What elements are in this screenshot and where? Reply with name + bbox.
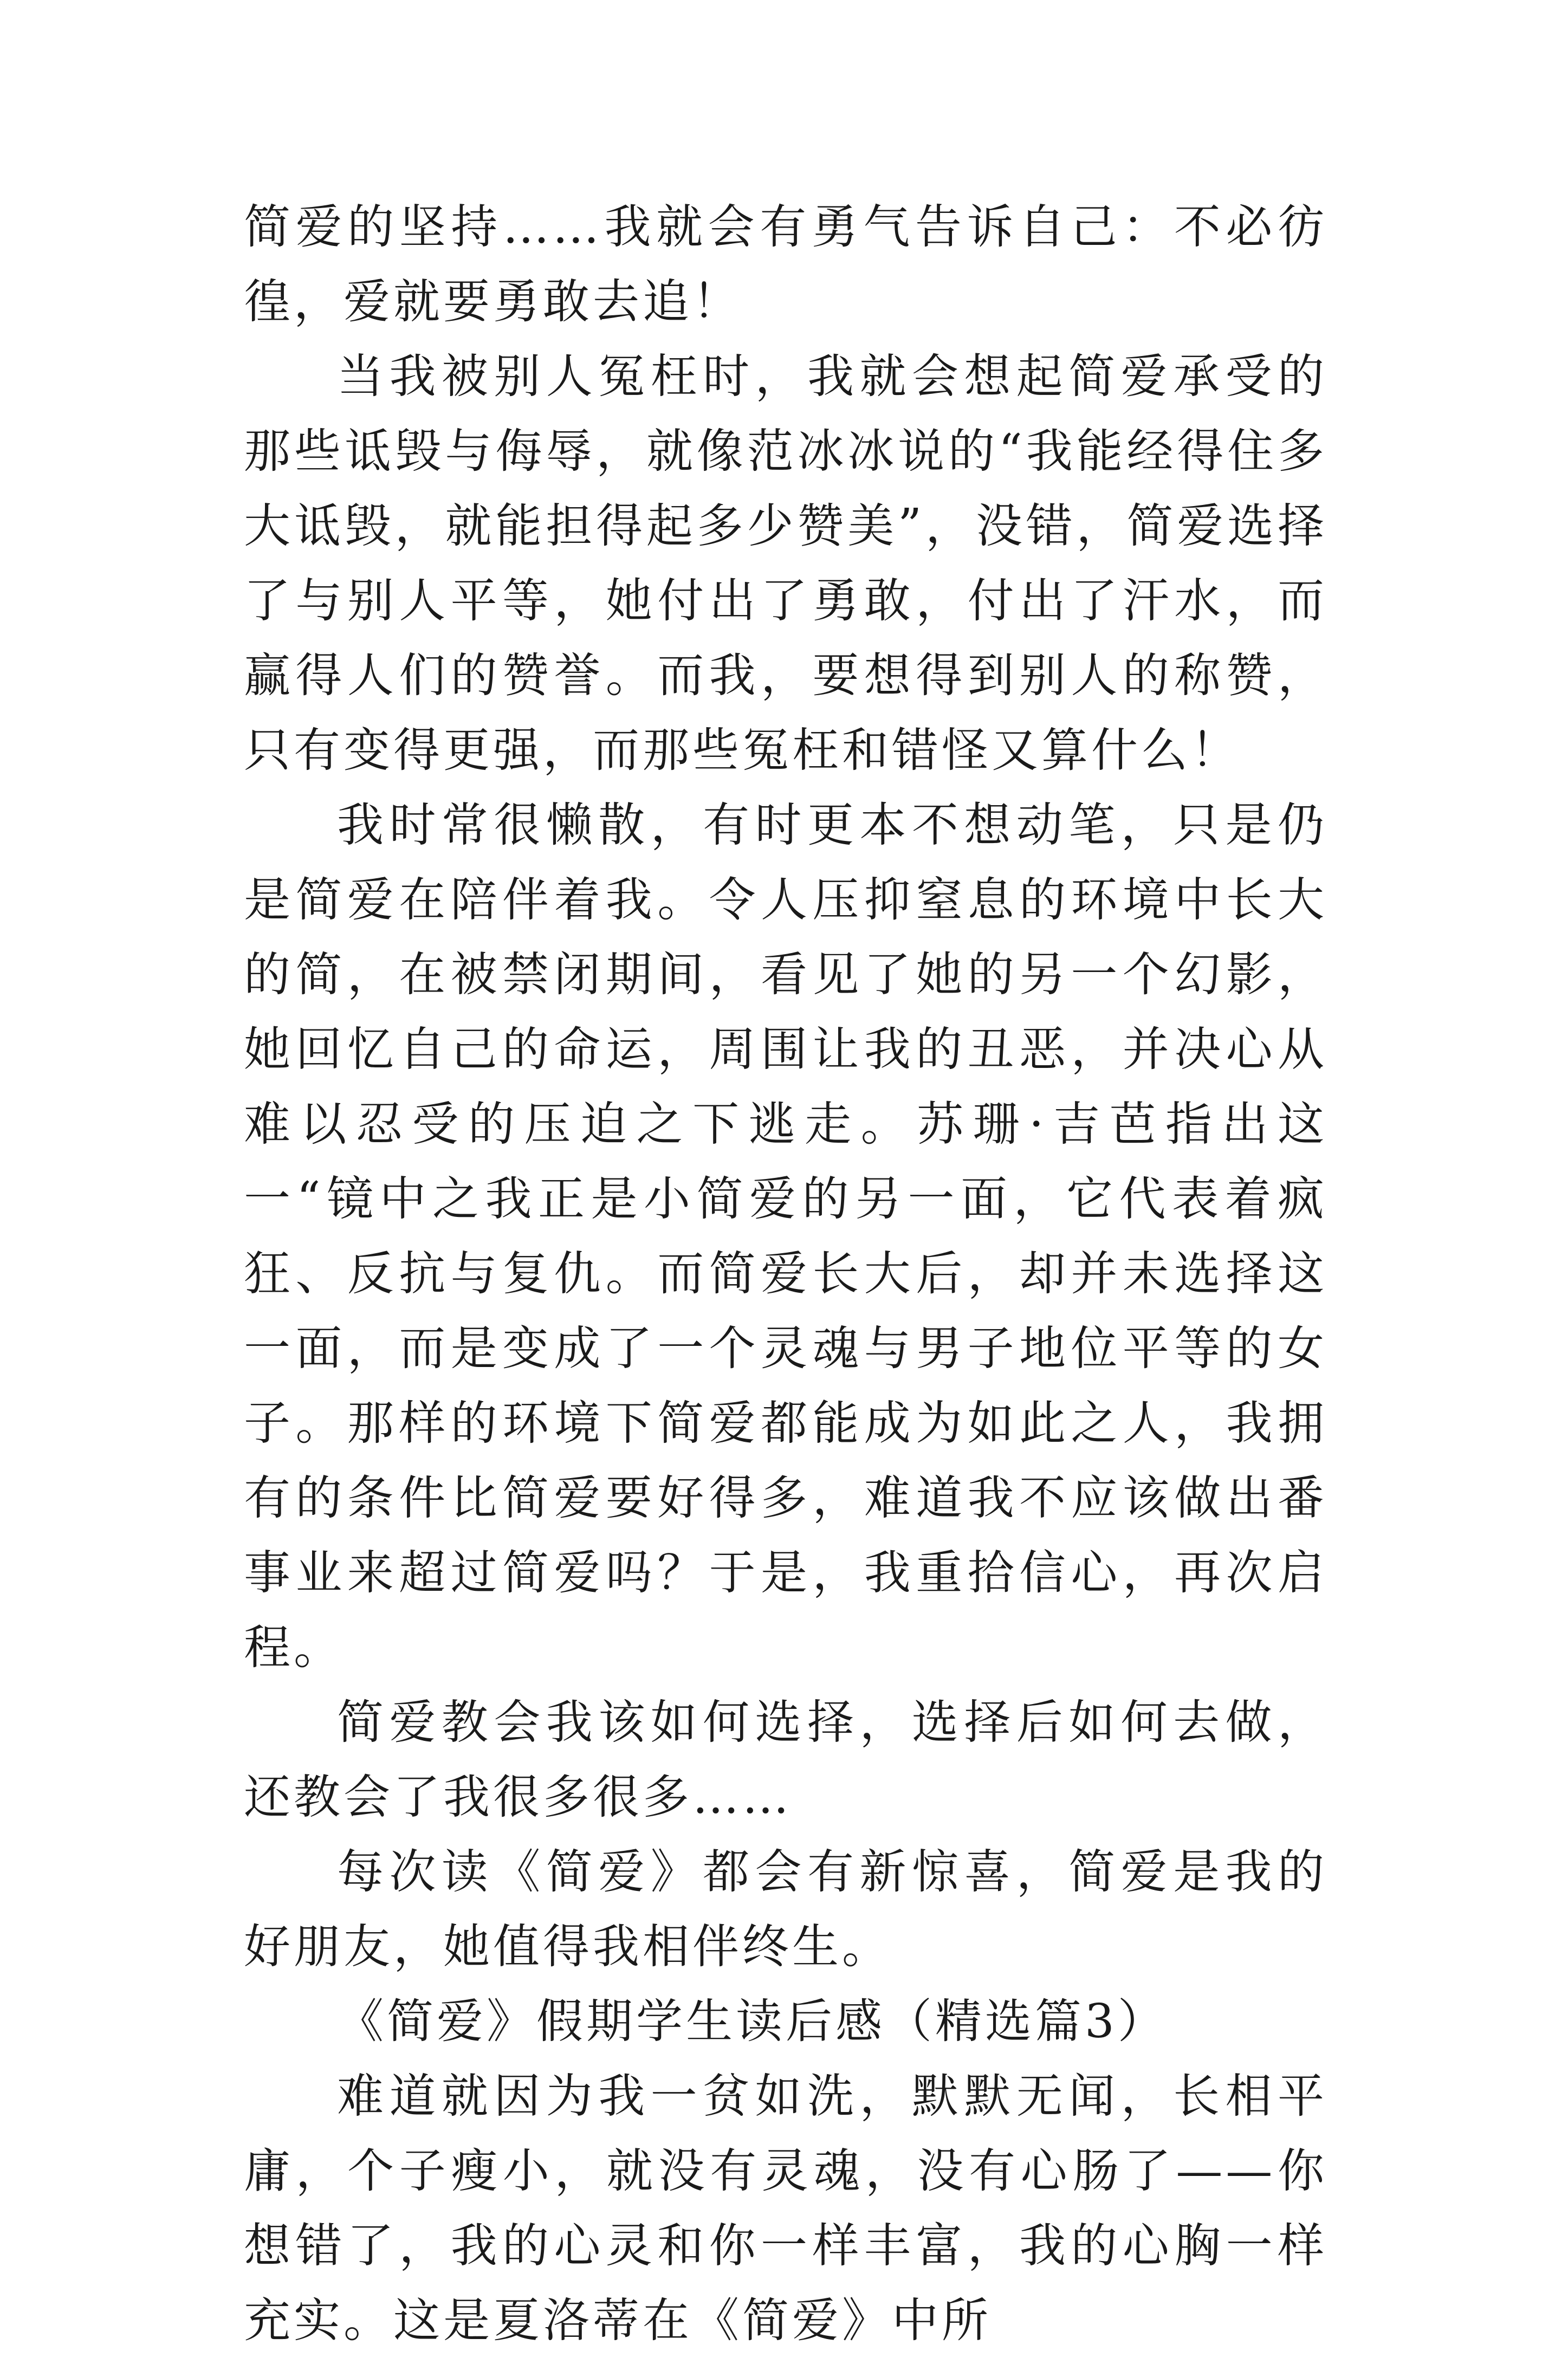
paragraph: 我时常很懒散，有时更本不想动笔，只是仍是简爱在陪伴着我。令人压抑窒息的环境中长大的简，在被禁闭期间，看见了她的另一个幻影，她回忆自己的命运，周围让我的丑恶，并决心从难以忍受的压迫之下逃走。苏珊·吉芭指出这一“镜中之我正是小简爱的另一面，它代表着疯狂、反抗与复仇。而简爱长大后，却并未选择这一面，而是变成了一个灵魂与男子地位平等的女子。那样的环境下简爱都能成为如此之人，我拥有的条件比简爱要好得多，难道我不应该做出番事业来超过简爱吗？于是，我重拾信心，再次启程。: [244, 798, 1327, 1675]
paragraph: 简爱教会我该如何选择，选择后如何去做，还教会了我很多很多……: [244, 1695, 1327, 1824]
paragraph: 每次读《简爱》都会有新惊喜，简爱是我的好朋友，她值得我相伴终生。: [244, 1845, 1327, 1974]
paragraph: 难道就因为我一贫如洗，默默无闻，长相平庸，个子瘦小，就没有灵魂，没有心肠了——你想错了，我的心灵和你一样丰富，我的心胸一样充实。这是夏洛蒂在《简爱》中所: [244, 2069, 1327, 2348]
section-heading: 《简爱》假期学生读后感（精选篇3）: [337, 1994, 1168, 2049]
document-body: [244, 190, 1327, 2358]
paragraph: 简爱的坚持……我就会有勇气告诉自己：不必彷徨，爱就要勇敢去追！: [244, 200, 1327, 329]
paragraph: 当我被别人冤枉时，我就会想起简爱承受的那些诋毁与侮辱，就像范冰冰说的“我能经得住多大诋毁，就能担得起多少赞美”，没错，简爱选择了与别人平等，她付出了勇敢，付出了汗水，而赢得人们的赞誉。而我，要想得到别人的称赞，只有变得更强，而那些冤枉和错怪又算什么！: [244, 349, 1327, 778]
